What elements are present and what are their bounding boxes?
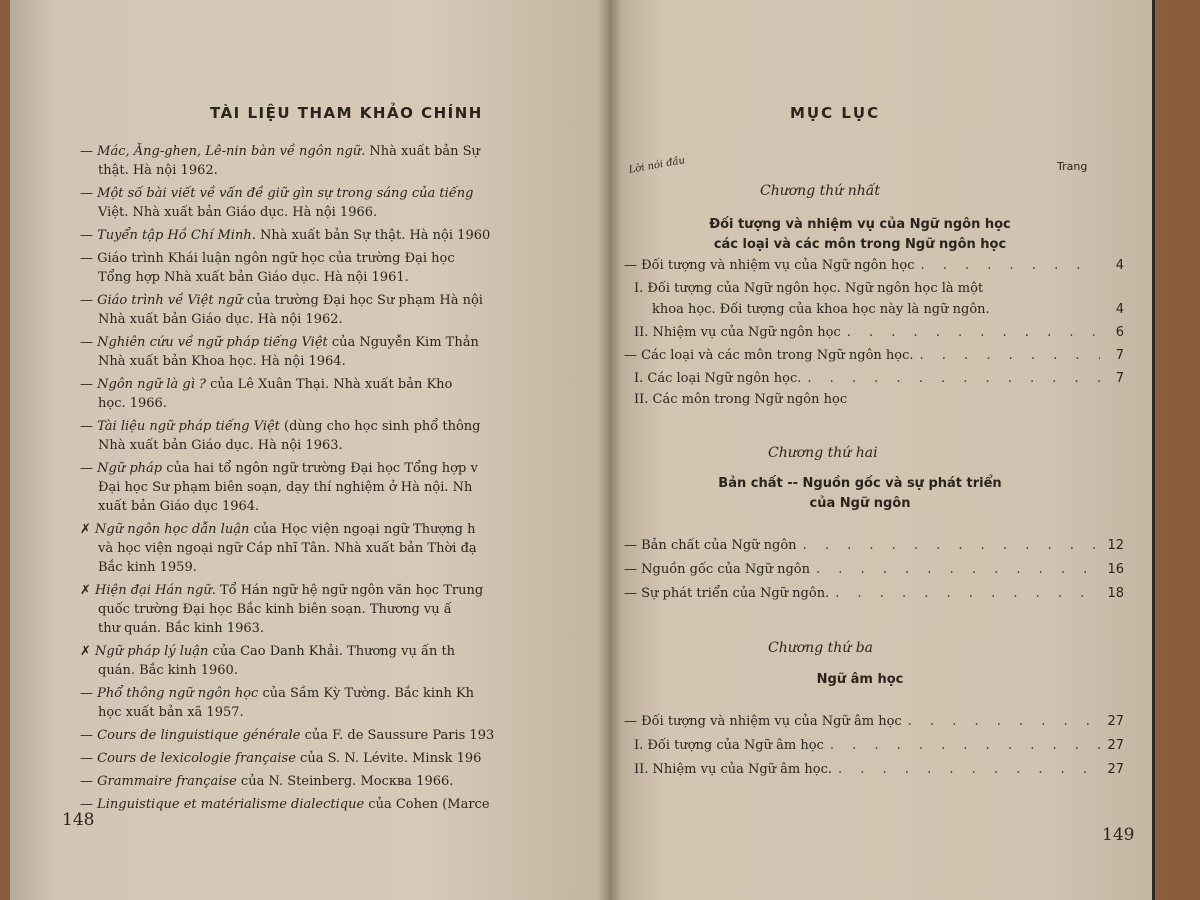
reference-line: [80, 600, 610, 619]
toc-entry: [624, 258, 1124, 280]
reference-title: Hiện đại Hán ngữ: [95, 583, 212, 598]
reference-text: của Lê Xuân Thại. Nhà xuất bản Kho: [206, 377, 453, 392]
toc-entry: [624, 738, 1124, 760]
reference-item: [80, 142, 610, 180]
reference-text: Tổng hợp Nhà xuất bản Giáo dục. Hà nội 1961.: [98, 270, 409, 285]
toc-entry-label: I. Các loại Ngữ ngôn học.: [634, 371, 802, 386]
reference-item: [80, 249, 610, 287]
toc-entry-page: 6: [1115, 325, 1124, 340]
reference-line: [80, 726, 610, 745]
reference-title: Ngữ pháp: [97, 461, 163, 476]
reference-title: Ngữ ngôn học dẫn luận: [95, 522, 250, 537]
left-page: [10, 0, 610, 900]
reference-line: [80, 436, 610, 455]
open-book: [10, 0, 1195, 900]
reference-item: [80, 642, 610, 680]
reference-line: [80, 268, 610, 287]
reference-text: Đại học Sư phạm biên soạn, dạy thí nghiệm ở Hà nội. Nh: [98, 480, 473, 495]
reference-mark: —: [80, 377, 98, 392]
reference-text: . Tổ Hán ngữ hệ ngữ ngôn văn học Trung: [211, 583, 484, 598]
toc-entry-page: 7: [1115, 348, 1124, 363]
reference-mark: ✗: [80, 583, 96, 598]
toc-entry: [624, 302, 1124, 324]
toc-entry: [624, 714, 1124, 736]
toc-entry-page: 16: [1107, 562, 1124, 577]
reference-title: Grammaire française: [97, 774, 237, 789]
reference-mark: —: [80, 797, 98, 812]
reference-title: Một số bài viết về vấn đề giữ gìn sự trong sáng của tiếng: [97, 186, 474, 201]
chapter-1-subtitle: [650, 215, 1070, 255]
reference-line: [80, 249, 610, 268]
reference-line: [80, 375, 610, 394]
chapter-1-subtitle-line-2: các loại và các môn trong Ngữ ngôn học: [713, 237, 1007, 252]
toc-entry-label: — Nguồn gốc của Ngữ ngôn: [624, 562, 810, 577]
reference-mark: —: [80, 774, 98, 789]
reference-text: của Nguyễn Kim Thản: [327, 335, 479, 350]
toc-entry: [624, 348, 1124, 370]
reference-text: của trường Đại học Sư phạm Hà nội: [242, 293, 483, 308]
left-page-number: 148: [62, 810, 95, 830]
toc-entry-page: 27: [1107, 714, 1124, 729]
chapter-3-subtitle: [650, 670, 1070, 690]
reference-line: [80, 226, 610, 245]
reference-text: của F. de Saussure Paris 193: [300, 728, 495, 743]
reference-item: [80, 459, 610, 516]
reference-line: [80, 333, 610, 352]
reference-line: [80, 539, 610, 558]
reference-title: Cours de lexicologie française: [97, 751, 296, 766]
reference-line: [80, 394, 610, 413]
reference-text: . Nhà xuất bản Sự: [361, 144, 480, 159]
reference-line: [80, 310, 610, 329]
reference-text: Nhà xuất bản Giáo dục. Hà nội 1962.: [98, 312, 343, 327]
reference-line: [80, 203, 610, 222]
reference-mark: —: [80, 293, 98, 308]
chapter-2-title: Chương thứ hai: [768, 445, 878, 461]
toc-entry-label: — Đối tượng và nhiệm vụ của Ngữ âm học: [624, 714, 902, 729]
reference-item: [80, 581, 610, 638]
reference-mark: —: [80, 728, 98, 743]
reference-text: Nhà xuất bản Khoa học. Hà nội 1964.: [98, 354, 346, 369]
reference-text: thư quán. Bắc kinh 1963.: [98, 621, 265, 636]
reference-mark: —: [80, 144, 98, 159]
foreword-label: Lời nói đầu: [628, 155, 686, 176]
toc-entry-page: 7: [1115, 371, 1124, 386]
reference-text: học. 1966.: [98, 396, 167, 411]
reference-text: (dùng cho học sinh phổ thông: [279, 419, 481, 434]
right-page: [610, 0, 1155, 900]
reference-line: [80, 703, 610, 722]
reference-title: Mác, Ăng-ghen, Lê-nin bàn về ngôn ngữ: [97, 144, 362, 159]
reference-item: [80, 684, 610, 722]
right-page-number: 149: [1102, 825, 1135, 845]
reference-text: Giáo trình Khái luận ngôn ngữ học của trường Đại học: [97, 251, 455, 266]
reference-text: quán. Bắc kinh 1960.: [98, 663, 238, 678]
reference-item: [80, 291, 610, 329]
reference-text: của Sầm Kỳ Tường. Bắc kinh Kh: [258, 686, 475, 701]
reference-item: [80, 726, 610, 745]
toc-entry-page: 18: [1107, 586, 1124, 601]
toc-heading: MỤC LỤC: [790, 104, 881, 122]
reference-line: [80, 478, 610, 497]
toc-leader-dots: [841, 325, 1100, 340]
reference-text: của S. N. Lévite. Minsk 196: [295, 751, 482, 766]
reference-line: [80, 684, 610, 703]
reference-line: [80, 161, 610, 180]
reference-text: thật. Hà nội 1962.: [98, 163, 218, 178]
reference-title: Ngôn ngữ là gì ?: [97, 377, 206, 392]
toc-entry: [624, 392, 1124, 414]
reference-line: [80, 619, 610, 638]
reference-title: Giáo trình về Việt ngữ: [97, 293, 243, 308]
reference-line: [80, 352, 610, 371]
toc-entry-label: I. Đối tượng của Ngữ ngôn học. Ngữ ngôn học là một: [634, 281, 984, 296]
reference-item: [80, 772, 610, 791]
reference-text: của hai tổ ngôn ngữ trường Đại học Tổng hợp v: [162, 461, 478, 476]
toc-entry-label: II. Nhiệm vụ của Ngữ ngôn học: [634, 325, 841, 340]
chapter-1-subtitle-line-1: Đối tượng và nhiệm vụ của Ngữ ngôn học: [709, 217, 1011, 232]
toc-leader-dots: [829, 586, 1100, 601]
toc-entry: [624, 281, 1124, 303]
reference-line: [80, 142, 610, 161]
reference-title: Cours de linguistique générale: [97, 728, 301, 743]
toc-leader-dots: [824, 738, 1100, 753]
reference-title: Phổ thông ngữ ngôn học: [97, 686, 259, 701]
toc-entry-label: I. Đối tượng của Ngữ âm học: [634, 738, 824, 753]
toc-entry: [624, 586, 1124, 608]
chapter-2-subtitle-line-2: của Ngữ ngôn: [809, 496, 911, 511]
reference-mark: —: [80, 419, 98, 434]
reference-mark: —: [80, 686, 98, 701]
toc-leader-dots: [914, 348, 1100, 363]
reference-item: [80, 417, 610, 455]
toc-leader-dots: [832, 762, 1100, 777]
reference-text: của Cao Danh Khải. Thương vụ ấn th: [208, 644, 456, 659]
toc-entry-label: II. Nhiệm vụ của Ngữ âm học.: [634, 762, 833, 777]
chapter-3-subtitle-line-1: Ngữ âm học: [816, 672, 904, 687]
toc-entry-label: — Đối tượng và nhiệm vụ của Ngữ ngôn học: [624, 258, 915, 273]
toc-leader-dots: [797, 538, 1100, 553]
toc-leader-dots: [915, 258, 1101, 273]
toc-entry-page: 4: [1115, 258, 1124, 273]
toc-entry-label: khoa học. Đối tượng của khoa học này là ngữ ngôn.: [652, 302, 990, 317]
reference-line: [80, 749, 610, 768]
toc-entry-page: 27: [1107, 738, 1124, 753]
reference-line: [80, 642, 610, 661]
reference-text: Bắc kinh 1959.: [98, 560, 197, 575]
reference-mark: —: [80, 751, 98, 766]
reference-text: của Học viện ngoại ngữ Thượng h: [249, 522, 476, 537]
reference-item: [80, 520, 610, 577]
reference-item: [80, 184, 610, 222]
reference-item: [80, 375, 610, 413]
reference-list: [80, 142, 610, 818]
reference-line: [80, 417, 610, 436]
reference-text: Nhà xuất bản Giáo dục. Hà nội 1963.: [98, 438, 343, 453]
reference-text: Việt. Nhà xuất bản Giáo dục. Hà nội 1966.: [98, 205, 378, 220]
reference-text: của Cohen (Marce: [364, 797, 490, 812]
reference-text: học xuất bản xã 1957.: [98, 705, 244, 720]
reference-mark: ✗: [80, 522, 96, 537]
toc-entry-label: — Bản chất của Ngữ ngôn: [624, 538, 797, 553]
reference-item: [80, 749, 610, 768]
reference-item: [80, 333, 610, 371]
reference-line: [80, 520, 610, 539]
reference-title: Linguistique et matérialisme dialectique: [97, 797, 365, 812]
chapter-1-title: Chương thứ nhất: [760, 183, 880, 199]
reference-mark: ✗: [80, 644, 96, 659]
reference-mark: —: [80, 335, 98, 350]
reference-item: [80, 795, 610, 814]
reference-title: Nghiên cứu về ngữ pháp tiếng Việt: [97, 335, 328, 350]
reference-item: [80, 226, 610, 245]
toc-entry: [624, 325, 1124, 347]
reference-line: [80, 291, 610, 310]
reference-mark: —: [80, 251, 98, 266]
page-column-label: Trang: [1057, 160, 1088, 173]
toc-entry: [624, 371, 1124, 393]
toc-entry-label: II. Các môn trong Ngữ ngôn học: [634, 392, 848, 407]
reference-line: [80, 581, 610, 600]
toc-leader-dots: [810, 562, 1100, 577]
reference-text: . Nhà xuất bản Sự thật. Hà nội 1960: [251, 228, 491, 243]
reference-mark: —: [80, 186, 98, 201]
reference-line: [80, 772, 610, 791]
reference-line: [80, 558, 610, 577]
reference-line: [80, 795, 610, 814]
reference-title: Tài liệu ngữ pháp tiếng Việt: [97, 419, 280, 434]
toc-entry-label: — Sự phát triển của Ngữ ngôn.: [624, 586, 830, 601]
reference-title: Tuyển tập Hồ Chí Minh: [97, 228, 252, 243]
reference-text: của N. Steinberg. Москва 1966.: [236, 774, 454, 789]
reference-title: Ngữ pháp lý luận: [95, 644, 209, 659]
reference-line: [80, 459, 610, 478]
chapter-2-subtitle: [650, 474, 1070, 514]
reference-mark: —: [80, 461, 98, 476]
toc-entry-label: — Các loại và các môn trong Ngữ ngôn học.: [624, 348, 914, 363]
chapter-3-title: Chương thứ ba: [768, 640, 874, 656]
reference-line: [80, 184, 610, 203]
reference-line: [80, 497, 610, 516]
toc-entry-page: 12: [1107, 538, 1124, 553]
toc-leader-dots: [902, 714, 1100, 729]
toc-entry: [624, 762, 1124, 784]
reference-text: quốc trường Đại học Bắc kinh biên soạn. Thương vụ ấ: [98, 602, 452, 617]
reference-line: [80, 661, 610, 680]
left-page-heading: TÀI LIỆU THAM KHẢO CHÍNH: [210, 104, 483, 122]
chapter-2-subtitle-line-1: Bản chất -- Nguồn gốc và sự phát triển: [718, 476, 1002, 491]
reference-text: và học viện ngoại ngữ Cáp nhĩ Tân. Nhà xuất bản Thời đạ: [98, 541, 477, 556]
toc-entry: [624, 562, 1124, 584]
toc-leader-dots: [801, 371, 1100, 386]
reference-text: xuất bản Giáo dục 1964.: [98, 499, 260, 514]
toc-entry: [624, 538, 1124, 560]
toc-entry-page: 4: [1115, 302, 1124, 317]
toc-entry-page: 27: [1107, 762, 1124, 777]
reference-mark: —: [80, 228, 98, 243]
